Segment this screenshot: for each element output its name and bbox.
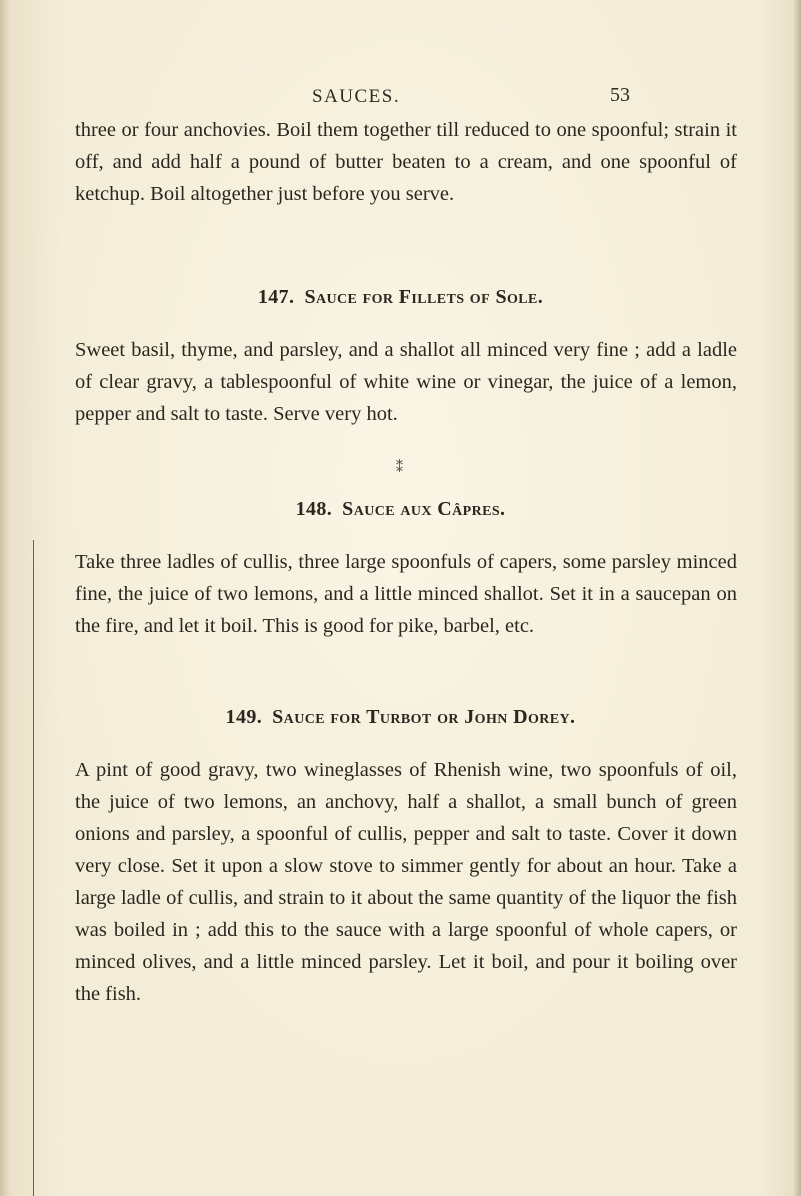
recipe-heading-148 [0, 498, 801, 521]
recipe-heading-147 [0, 286, 801, 309]
recipe-number: 147. [257, 286, 295, 308]
recipe-number: 149. [225, 706, 263, 728]
page-header [0, 80, 801, 110]
recipe-title: Sauce for Turbot or John Dorey. [272, 706, 576, 728]
gutter-line [33, 540, 34, 1196]
running-head: SAUCES. [312, 86, 401, 107]
recipe-title: Sauce for Fillets of Sole. [304, 286, 544, 308]
page-number: 53 [610, 84, 630, 106]
ink-speck: ⁑ [396, 461, 403, 476]
intro-paragraph: three or four anchovies. Boil them together till reduced to one spoonful; strain it off, and add half a pound of butter beaten to a cream, and one spoonful of ketchup. Boil altogether just before you serve. [75, 119, 737, 205]
recipe-body-147: Sweet basil, thyme, and parsley, and a shallot all minced very fine ; add a ladle of clear gravy, a tablespoonful of white wine or vinegar, the juice of a lemon, pepper and salt to taste. Serve very hot. [75, 339, 737, 425]
recipe-number: 148. [295, 498, 333, 520]
recipe-title: Sauce aux Câpres. [342, 498, 506, 520]
page-edge-shadow-right [793, 0, 801, 1196]
recipe-body-149: A pint of good gravy, two wineglasses of Rhenish wine, two spoonfuls of oil, the juice of two lemons, an anchovy, half a shallot, a small bunch of green onions and parsley, a spoonful of cullis, pepper and salt to taste. Cover it down very close. Set it upon a slow stove to simmer gently for about an hour. Take a large ladle of cullis, and strain to it about the same quantity of the liquor the fish was boiled in ; add this to the sauce with a large spoonful of whole capers, or minced olives, and a little minced parsley. Let it boil, and pour it boiling over the fish. [75, 759, 737, 1005]
page-edge-shadow [0, 0, 10, 1196]
recipe-body-148: Take three ladles of cullis, three large spoonfuls of capers, some parsley minced fine, the juice of two lemons, and a little minced shallot. Set it in a saucepan on the fire, and let it boil. This is good for pike, barbel, etc. [75, 551, 737, 637]
recipe-heading-149 [0, 706, 801, 729]
